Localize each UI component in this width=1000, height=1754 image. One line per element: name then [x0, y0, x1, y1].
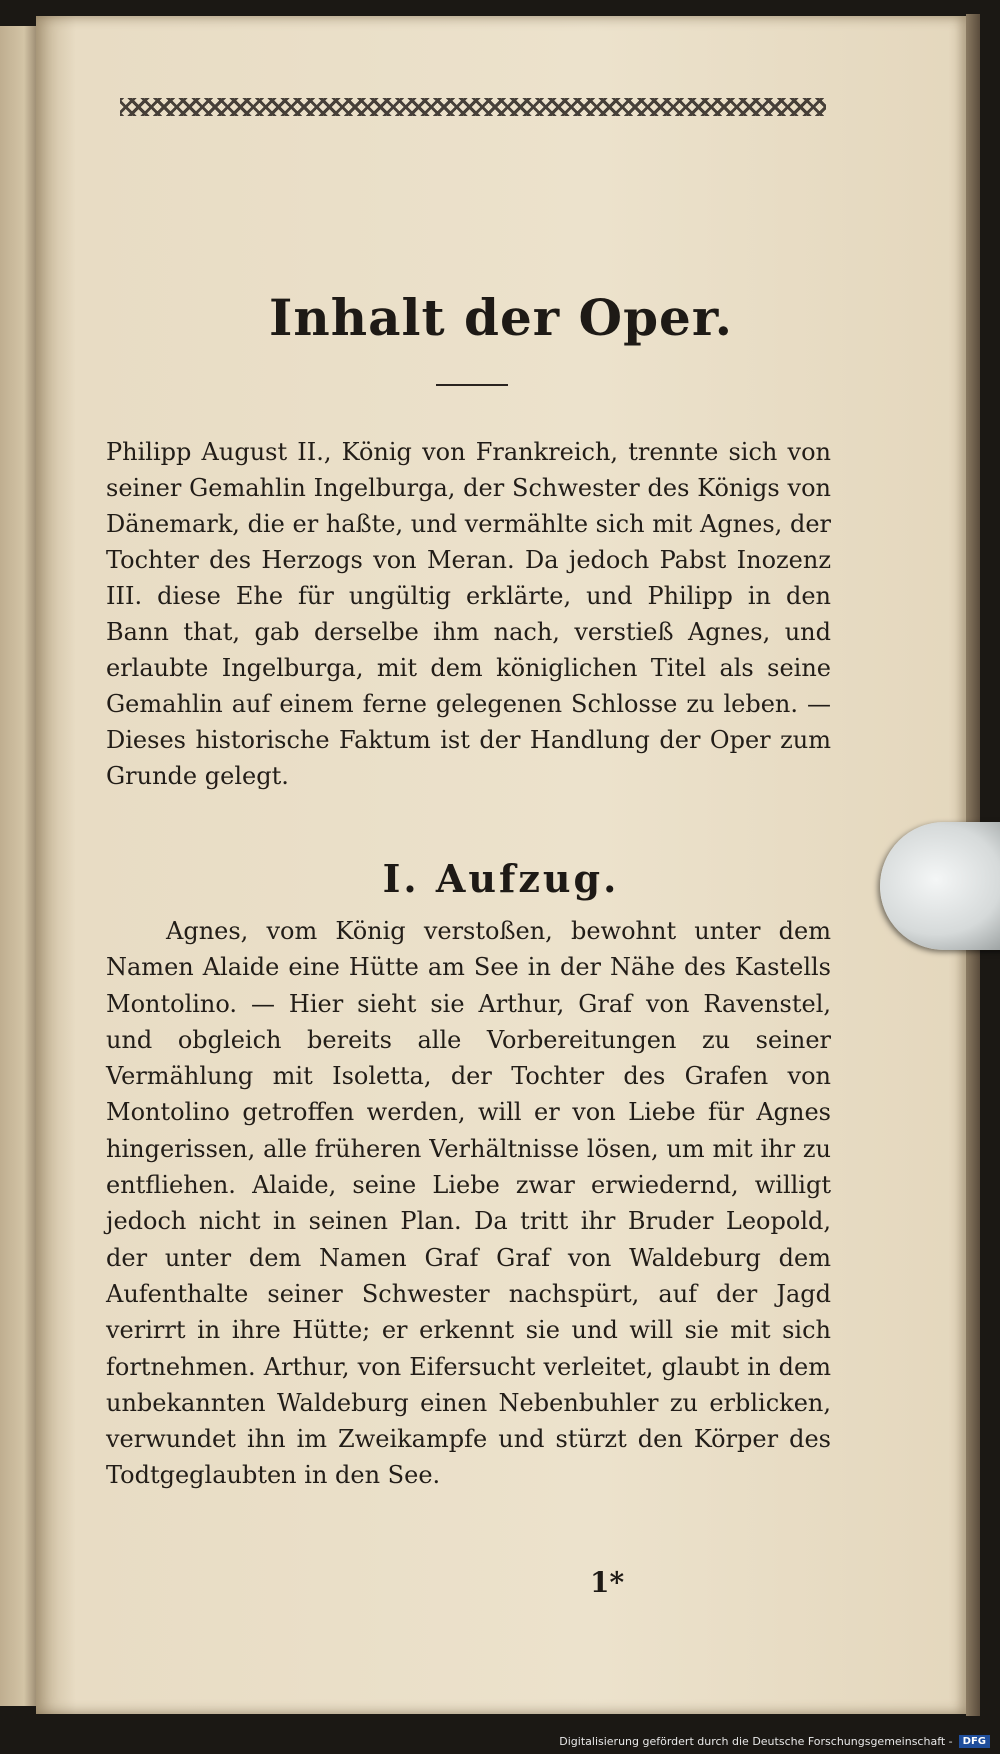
section-paragraph: Agnes, vom König verstoßen, bewohnt unter dem Namen Alaide eine Hütte am See in der Nähe des Kastells Montolino. — Hier sieht sie Arthur, Graf von Ravenstel, und obgleich bereits alle Vorbereitungen zu seiner Vermählung mit Isoletta, der Tochter des Grafen von Montolino getroffen werden, will er von Liebe für Agnes hingerissen, alle früheren Verhältnisse lösen, um mit ihr zu entfliehen. Alaide, seine Liebe zwar erwiedernd, willigt jedoch nicht in seinen Plan. Da tritt ihr Bruder Leopold, der unter dem Namen Graf Graf von Waldeburg dem Aufenthalte seiner Schwester nachspürt, auf der Jagd verirrt in ihre Hütte; er erkennt sie und will sie mit sich fortnehmen. Arthur, von Eifersucht verleitet, glaubt in dem unbekannten Waldeburg einen Nebenbuhler zu erblicken, verwundet ihn im Zweikampfe und stürzt den Körper des Todtgeglaubten in den See. [106, 917, 831, 1490]
digitization-credit [559, 1735, 990, 1748]
title-divider [436, 384, 508, 386]
page-number: 1* [590, 1566, 625, 1599]
page-title: Inhalt der Oper. [269, 288, 733, 347]
section-heading: I. Aufzug. [382, 856, 620, 901]
page-clip-holder [880, 822, 1000, 950]
intro-paragraph: Philipp August II., König von Frankreich, trennte sich von seiner Gemahlin Ingelburga, der Schwester des Königs von Dänemark, die er haßte, und vermählte sich mit Agnes, der Tochter des Herzogs von Meran. Da jedoch Pabst Inozenz III. diese Ehe für ungültig erklärte, und Philipp in den Bann that, gab derselbe ihm nach, verstieß Agnes, und erlaubte Ingelburga, mit dem königlichen Titel als seine Gemahlin auf einem ferne gelegenen Schlosse zu leben. — Dieses historische Faktum ist der Handlung der Oper zum Grunde gelegt. [106, 438, 831, 790]
dfg-logo-icon: DFG [959, 1735, 990, 1748]
credit-text: Digitalisierung gefördert durch die Deutsche Forschungsgemeinschaft - [559, 1735, 953, 1748]
decorative-border-ornament [120, 98, 826, 116]
adjacent-page-edge [0, 26, 40, 1706]
